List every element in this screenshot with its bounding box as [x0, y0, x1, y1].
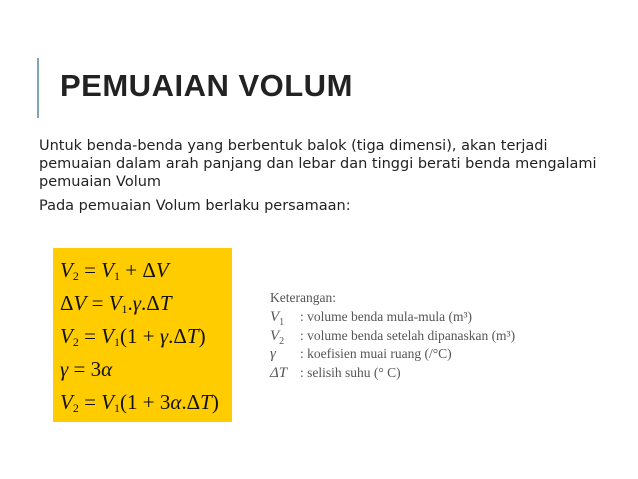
slide-title: PEMUAIAN VOLUM	[60, 68, 353, 103]
legend-desc-delta-t: : selisih suhu (° C)	[300, 364, 401, 380]
legend-symbol-delta-t: ΔT	[270, 364, 288, 381]
legend-desc-gamma: : koefisien muai ruang (/°C)	[300, 346, 452, 361]
legend-desc-v1: : volume benda mula-mula (m³)	[300, 309, 472, 324]
legend-row-v1	[270, 308, 515, 327]
body-text	[39, 137, 609, 215]
legend-symbol-v2: $V_2$	[270, 327, 285, 347]
legend-row-v2	[270, 327, 515, 346]
legend-heading: Keterangan:	[270, 290, 336, 305]
equation-intro: Pada pemuaian Volum berlaku persamaan:	[39, 198, 351, 214]
intro-paragraph: Untuk benda-benda yang berbentuk balok (tiga dimensi), akan terjadi pemuaian dalam arah panjang dan lebar dan tinggi berati benda mengalami pemuaian Volum	[39, 138, 597, 190]
formula-5: $V_2 = V_1(1 + 3\alpha.\Delta T)$	[60, 390, 219, 415]
formula-2: $\Delta V = V_1.\gamma.\Delta T$	[60, 291, 172, 316]
legend-row-gamma	[270, 345, 515, 364]
title-accent-bar	[37, 58, 39, 118]
formula-3: $V_2 = V_1(1 + \gamma.\Delta T)$	[60, 324, 206, 349]
legend-symbol-gamma: γ	[270, 346, 276, 362]
legend-row-delta-t	[270, 364, 515, 383]
legend-symbol-v1: $V_1$	[270, 309, 285, 328]
legend	[270, 290, 515, 382]
formula-4: γ = 3α	[60, 357, 113, 381]
formula-box	[53, 248, 232, 422]
formula-1: $V_2 = V_1 + \Delta V$	[60, 258, 169, 283]
legend-desc-v2: : volume benda setelah dipanaskan (m³)	[300, 327, 516, 343]
